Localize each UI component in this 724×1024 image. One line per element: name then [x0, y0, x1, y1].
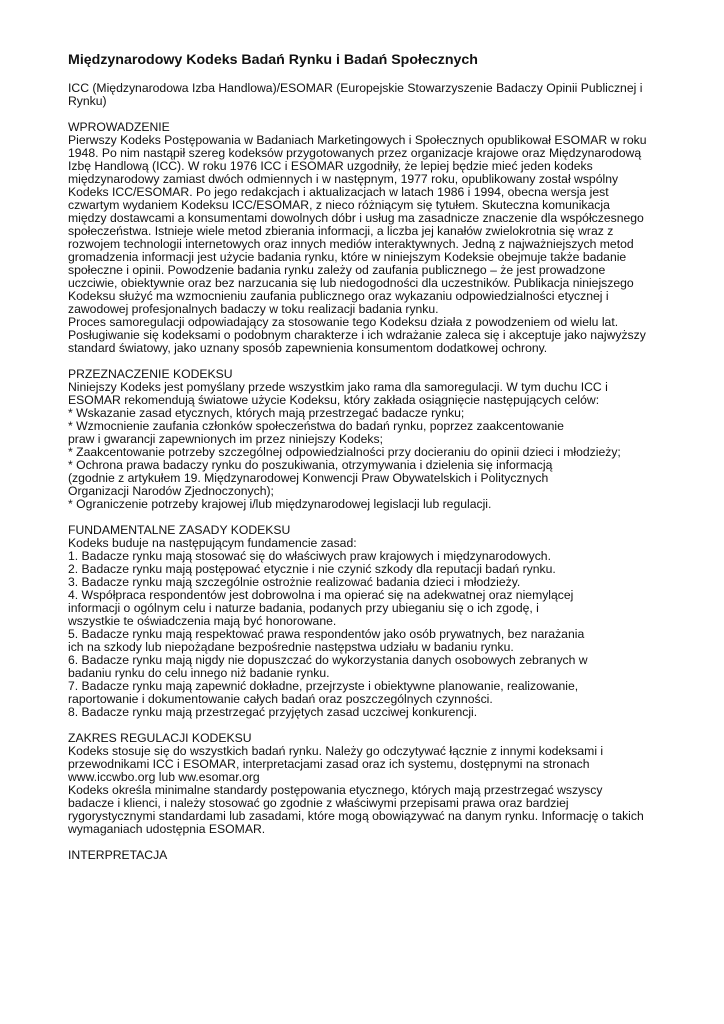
bullet-item: * Zaakcentowanie potrzeby szczególnej odpowiedzialności przy docieraniu do opinii dzieci i młodzieży; [68, 445, 621, 459]
principle-item: 4. Współpraca respondentów jest dobrowolna i ma opierać się na adekwatnej oraz niemylącej [68, 588, 574, 602]
principle-item: 8. Badacze rynku mają przestrzegać przyjętych zasad uczciwej konkurencji. [68, 705, 478, 719]
section-heading: ZAKRES REGULACJI KODEKSU [68, 731, 252, 745]
section-heading: WPROWADZENIE [68, 120, 170, 134]
bullet-item-continuation: praw i gwarancji zapewnionych im przez niniejszy Kodeks; [68, 432, 383, 446]
principle-item-continuation: wszystkie te oświadczenia mają być honorowane. [68, 614, 337, 628]
bullet-item: * Wskazanie zasad etycznych, których mają przestrzegać badacze rynku; [68, 406, 465, 420]
principle-item: 5. Badacze rynku mają respektować prawa respondentów jako osób prywatnych, bez narażania [68, 627, 585, 641]
section-heading: INTERPRETACJA [68, 848, 168, 862]
principle-item-continuation: ich na szkody lub niepożądane bezpośrednie następstwa udziału w badaniu rynku. [68, 640, 514, 654]
principle-item: 3. Badacze rynku mają szczególnie ostrożnie realizować badania dzieci i młodzieży. [68, 575, 521, 589]
bullet-item: * Ograniczenie potrzeby krajowej i/lub międzynarodowej legislacji lub regulacji. [68, 497, 492, 511]
section-heading: FUNDAMENTALNE ZASADY KODEKSU [68, 523, 291, 537]
document-subtitle: ICC (Międzynarodowa Izba Handlowa)/ESOMAR (Europejskie Stowarzyszenie Badaczy Opinii Publicznej i Rynku) [68, 81, 643, 108]
section-interpretacja [68, 849, 648, 862]
bullet-item: * Ochrona prawa badaczy rynku do poszukiwania, otrzymywania i dzielenia się informacją [68, 458, 553, 472]
principle-item-continuation: raportowanie i dokumentowanie całych badań oraz poszczególnych czynności. [68, 692, 493, 706]
paragraph: Kodeks buduje na następującym fundamencie zasad: [68, 536, 357, 550]
section-przeznaczenie [68, 368, 648, 511]
paragraph: Kodeks stosuje się do wszystkich badań rynku. Należy go odczytywać łącznie z innymi kodeksami i przewodnikami ICC i ESOMAR, interpretacjami zasad oraz ich systemu, dostępnymi na stronach www.iccwbo.org lub ww.esomar.org [68, 744, 604, 784]
principle-item: 2. Badacze rynku mają postępować etycznie i nie czynić szkody dla reputacji badań rynku. [68, 562, 556, 576]
principle-item: 6. Badacze rynku mają nigdy nie dopuszczać do wykorzystania danych osobowych zebranych w [68, 653, 588, 667]
bullet-item-continuation: Organizacji Narodów Zjednoczonych); [68, 484, 274, 498]
principle-item-continuation: badaniu rynku do celu innego niż badanie rynku. [68, 666, 330, 680]
document-title: Międzynarodowy Kodeks Badań Rynku i Badań Społecznych [68, 52, 478, 68]
paragraph: Pierwszy Kodeks Postępowania w Badaniach Marketingowych i Społecznych opublikował ESOMAR w roku 1948. Po nim nastąpił szereg kodeksów przygotowanych przez organizacje krajowe oraz Międzynarodową Izbę Handlową (ICC). W roku 1976 ICC i ESOMAR uzgodniły, że lepiej będzie mieć jeden kodeks międzynarodowy zamiast dwóch odmiennych i w następnym, 1977 roku, opublikowany został wspólny Kodeks ICC/ESOMAR. Po jego redakcjach i aktualizacjach w latach 1986 i 1994, obecna wersja jest czwartym wydaniem Kodeksu ICC/ESOMAR, z nieco różniącym się tytułem. Skuteczna komunikacja między dostawcami a konsumentami dowolnych dóbr i usług ma zasadnicze znaczenie dla współczesnego społeczeństwa. Istnieje wiele metod zbierania informacji, a liczba jej kanałów zwielokrotnia się wraz z rozwojem technologii internetowych oraz innych mediów interaktywnych. Jedną z najważniejszych metod gromadzenia informacji jest użycie badania rynku, które w niniejszym Kodeksie obejmuje także badanie społeczne i opinii. Powodzenie badania rynku zależy od zaufania publicznego – że jest prowadzone uczciwie, obiektywnie oraz bez narzucania się lub niedogodności dla uczestników. Publikacja niniejszego Kodeksu służyć ma wzmocnieniu zaufania publicznego oraz wykazaniu odpowiedzialności etycznej i zawodowej profesjonalnych badaczy w toku realizacji badania rynku. [68, 133, 647, 316]
section-wprowadzenie [68, 121, 648, 355]
section-zakres [68, 732, 648, 836]
bullet-item-continuation: (zgodnie z artykułem 19. Międzynarodowej Konwencji Praw Obywatelskich i Politycznych [68, 471, 549, 485]
section-heading: PRZEZNACZENIE KODEKSU [68, 367, 233, 381]
principle-item: 1. Badacze rynku mają stosować się do właściwych praw krajowych i międzynarodowych. [68, 549, 551, 563]
document-page [68, 52, 648, 875]
paragraph: Proces samoregulacji odpowiadający za stosowanie tego Kodeksu działa z powodzeniem od wielu lat. Posługiwanie się kodeksami o podobnym charakterze i ich wdrażanie zaleca się i akceptuje jako najwyższy standard światowy, jako uznany sposób zapewnienia konsumentom dodatkowej ochrony. [68, 315, 646, 355]
bullet-item: * Wzmocnienie zaufania członków społeczeństwa do badań rynku, poprzez zaakcentowanie [68, 419, 564, 433]
principle-item: 7. Badacze rynku mają zapewnić dokładne, przejrzyste i obiektywne planowanie, realizowanie, [68, 679, 579, 693]
principle-item-continuation: informacji o ogólnym celu i naturze badania, podanych przy ubieganiu się o ich zgodę, i [68, 601, 539, 615]
paragraph: Kodeks określa minimalne standardy postępowania etycznego, których mają przestrzegać wszyscy badacze i klienci, i należy stosować go zgodnie z właściwymi przepisami prawa oraz bardziej rygorystycznymi standardami lub zasadami, które mogą obowiązywać na danym rynku. Informację o takich wymaganiach udostępnia ESOMAR. [68, 783, 644, 836]
section-zasady [68, 524, 648, 719]
paragraph: Niniejszy Kodeks jest pomyślany przede wszystkim jako rama dla samoregulacji. W tym duchu ICC i ESOMAR rekomendują światowe użycie Kodeksu, który zakłada osiągnięcie następujących celów: [68, 380, 608, 407]
